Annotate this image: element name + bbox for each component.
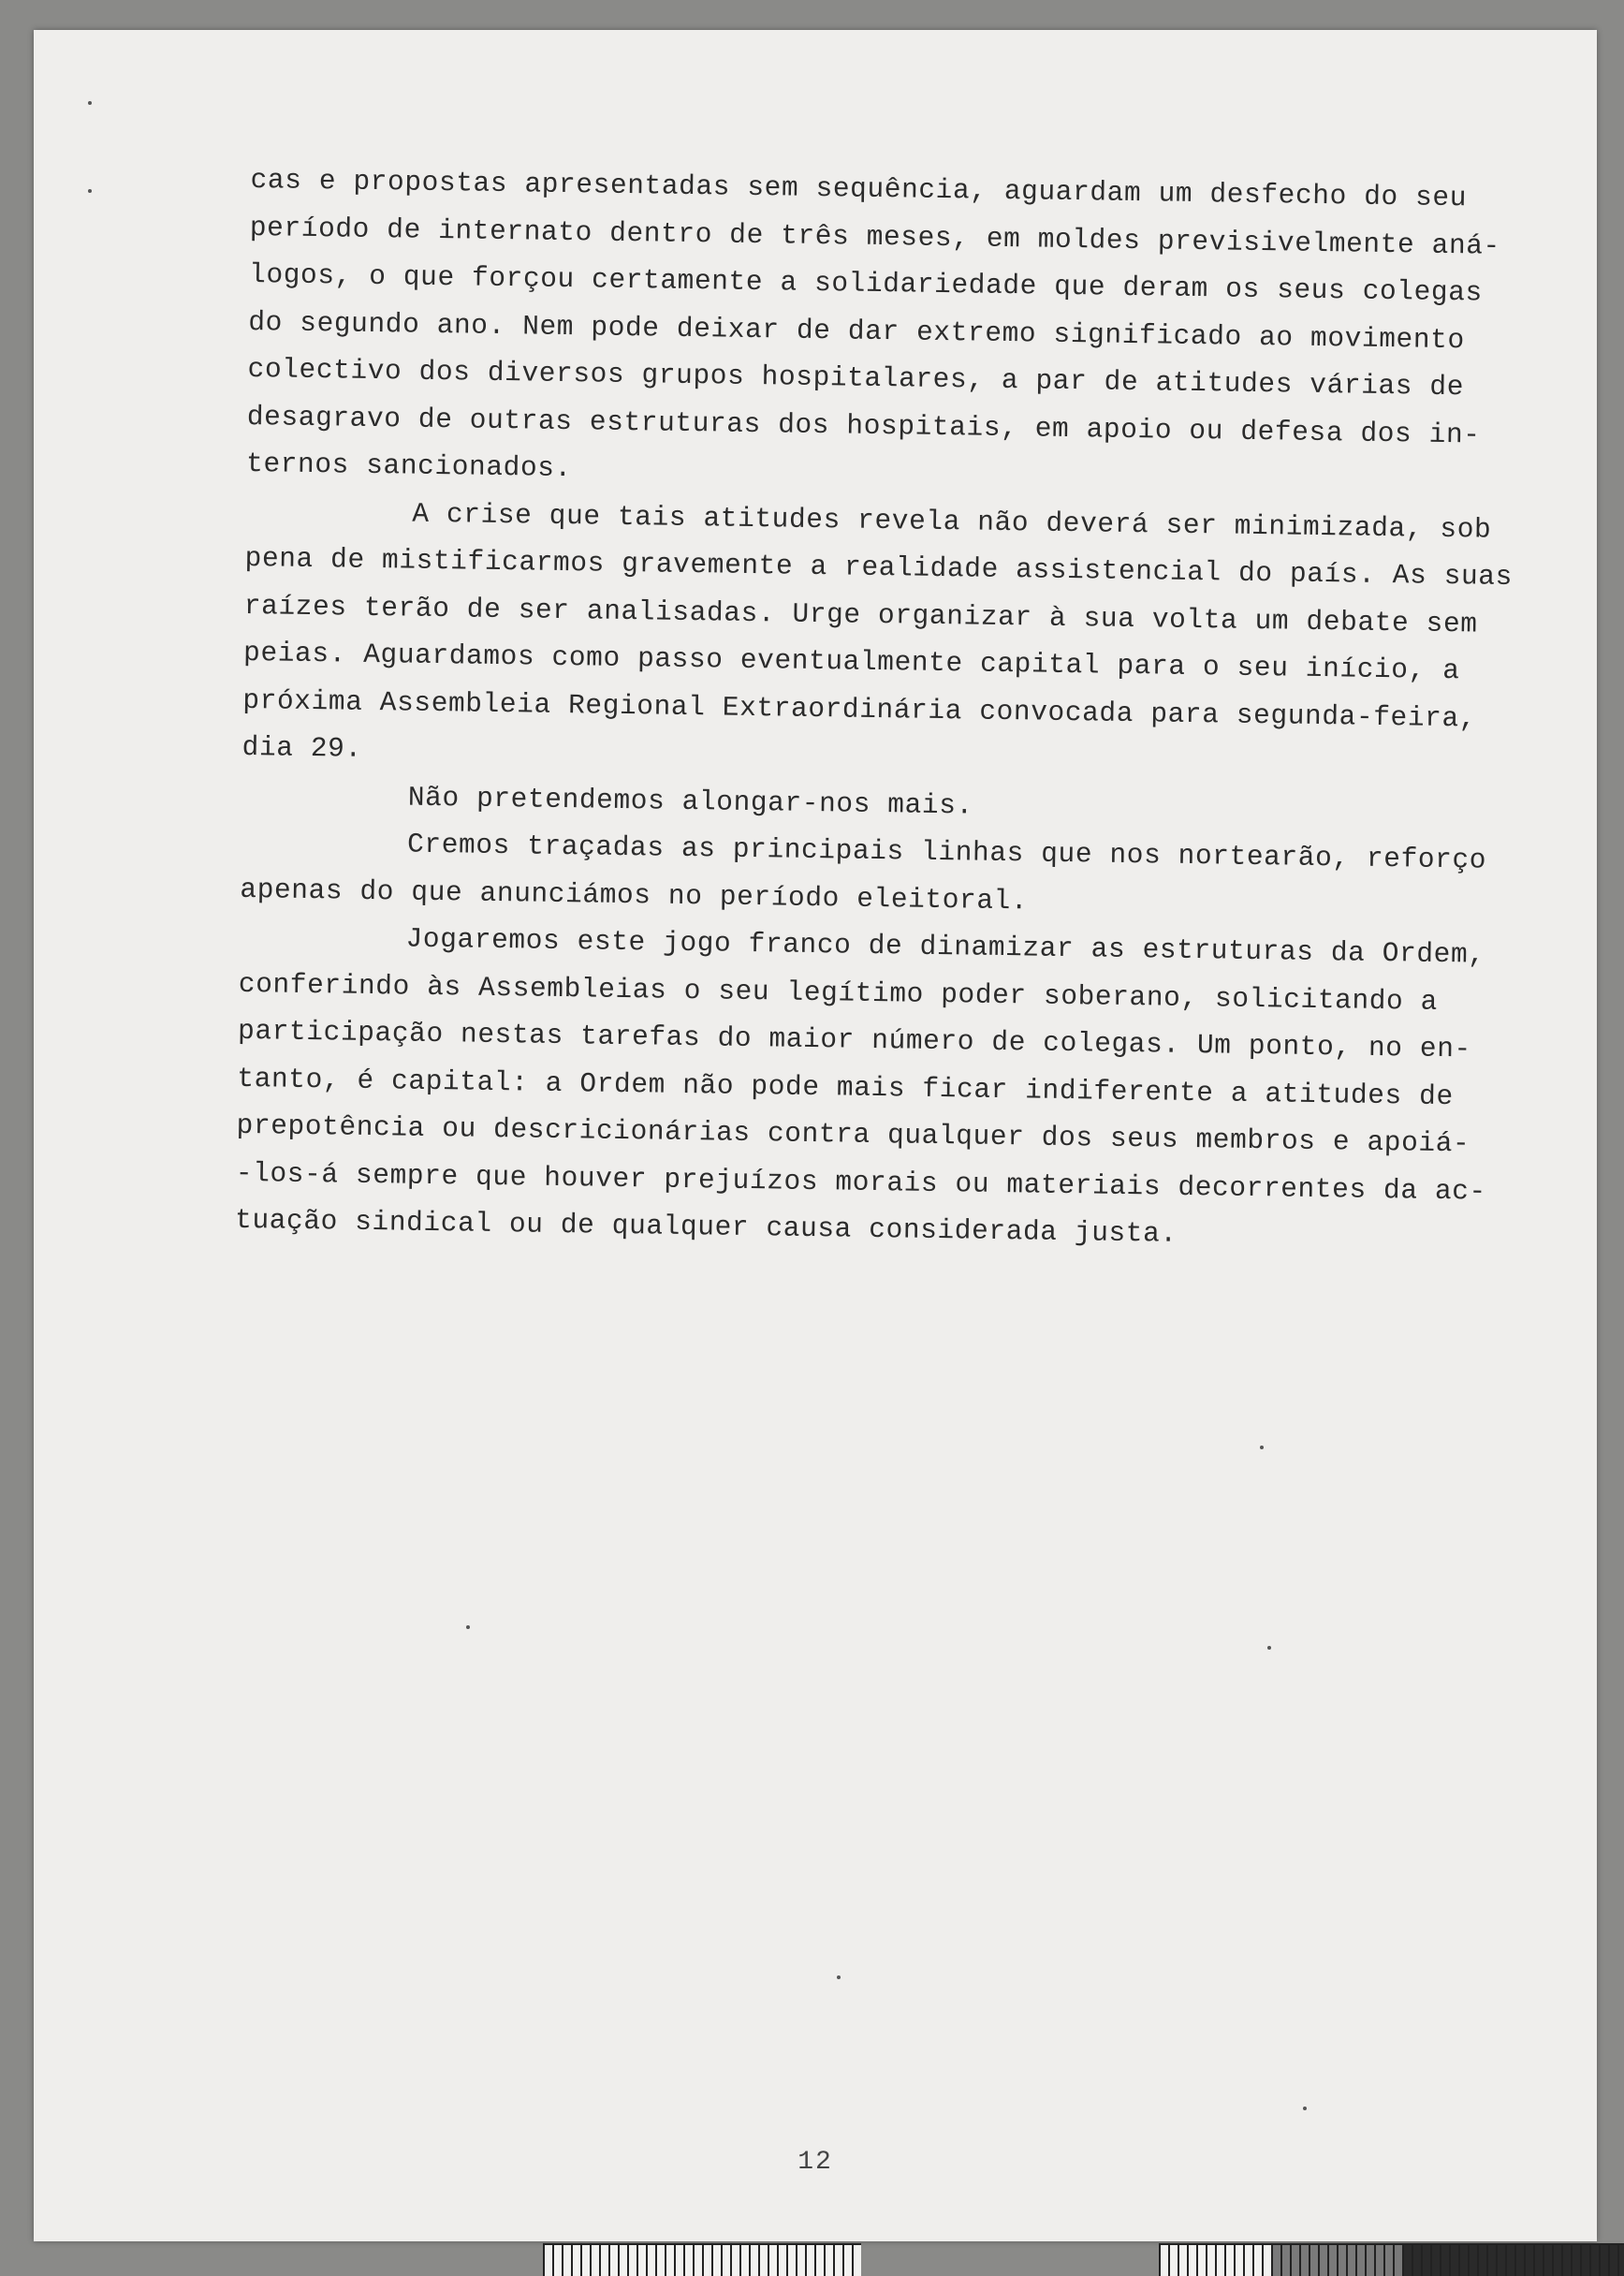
paper-speck: [1267, 1646, 1271, 1650]
text-line: raízes terão de ser analisadas. Urge organizar à sua volta um debate sem: [243, 589, 1478, 639]
text-line: A crise que tais atitudes revela não deverá ser minimizada, sob: [412, 497, 1492, 546]
text-line: Cremos traçadas as principais linhas que nos nortearão, reforço: [406, 828, 1487, 876]
text-line: conferindo às Assembleias o seu legítimo poder soberano, solicitando a: [238, 967, 1439, 1018]
text-line: Não pretendemos alongar-nos mais.: [407, 781, 974, 822]
text-line: apenas do que anunciámos no período eleitoral.: [240, 873, 1029, 917]
text-line: colectivo dos diversos grupos hospitalares, a par de atitudes várias de: [247, 352, 1465, 404]
paper-speck: [1303, 2107, 1307, 2110]
text-line: participação nestas tarefas do maior número de colegas. Um ponto, no en-: [237, 1014, 1472, 1065]
text-line: peias. Aguardamos como passo eventualmente capital para o seu início, a: [242, 636, 1460, 687]
paper-speck: [837, 1975, 841, 1979]
scale-ruler: [543, 2243, 861, 2276]
text-line: ternos sancionados.: [245, 447, 573, 485]
text-line: do segundo ano. Nem pode deixar de dar extremo significado ao movimento: [248, 305, 1466, 356]
page-number: 12: [797, 2148, 833, 2177]
text-line: próxima Assembleia Regional Extraordinária convocada para segunda-feira,: [242, 683, 1477, 734]
text-line: tuação sindical ou de qualquer causa considerada justa.: [234, 1203, 1178, 1250]
text-line: dia 29.: [241, 730, 363, 765]
document-page: [34, 30, 1597, 2241]
text-line: -los-á sempre que houver prejuízos morais ou materiais decorrentes da ac-: [235, 1156, 1487, 1208]
text-line: tanto, é capital: a Ordem não pode mais ficar indiferente a atitudes de: [237, 1062, 1455, 1112]
text-line: logos, o que forçou certamente a solidariedade que deram os seus colegas: [248, 257, 1484, 309]
paper-speck: [1260, 1446, 1264, 1449]
body-text: [235, 156, 1543, 1263]
paper-speck: [466, 1625, 470, 1629]
text-line: Jogaremos este jogo franco de dinamizar as estruturas da Ordem,: [405, 922, 1485, 971]
text-line: prepotência ou descricionárias contra qualquer dos seus membros e apoiá-: [236, 1109, 1470, 1160]
paper-speck: [88, 189, 92, 193]
text-line: desagravo de outras estruturas dos hospitais, em apoio ou defesa dos in-: [246, 400, 1481, 451]
text-line: pena de mistificarmos gravemente a realidade assistencial do país. As suas: [244, 541, 1514, 594]
text-line: cas e propostas apresentadas sem sequência, aguardam um desfecho do seu: [250, 163, 1468, 214]
text-line: período de internato dentro de três meses, em moldes previsivelmente aná-: [249, 211, 1501, 262]
paper-speck: [88, 101, 92, 105]
color-scale-ruler: [1159, 2243, 1624, 2276]
